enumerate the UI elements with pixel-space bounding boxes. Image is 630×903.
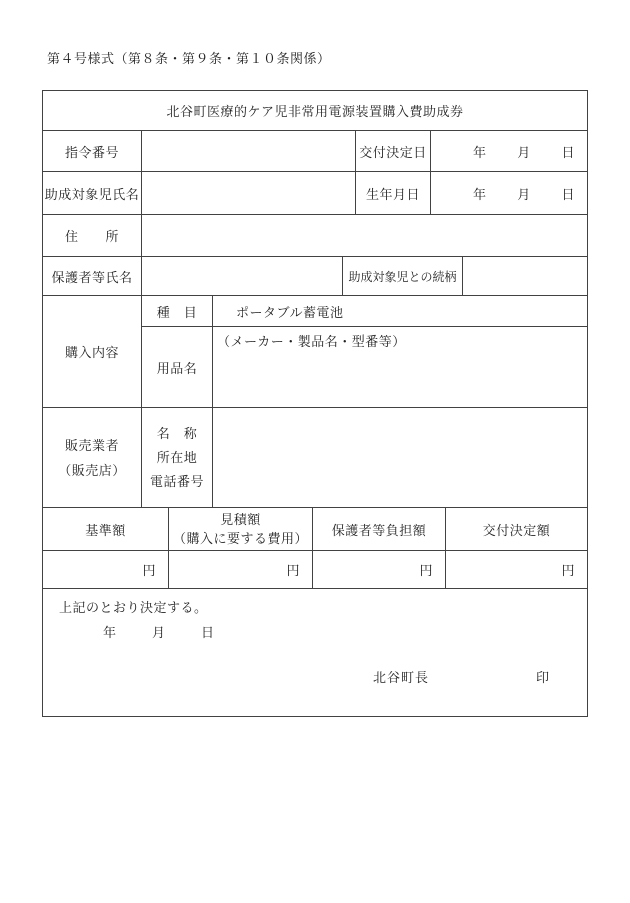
year-label: 年: [103, 625, 117, 640]
amounts-value-row: [43, 551, 587, 589]
day-label: 日: [561, 144, 575, 160]
vendor-value: [213, 408, 587, 507]
child-name-label: 助成対象児氏名: [43, 172, 142, 214]
address-value: [142, 215, 587, 256]
estimate-amount-value: 円: [169, 551, 313, 588]
form-number-note: 第４号様式（第８条・第９条・第１０条関係）: [47, 51, 331, 66]
vendor-sub-labels: [142, 408, 213, 507]
vendor-label-line2: （販売店）: [58, 462, 126, 478]
guardian-burden-label: 保護者等負担額: [313, 508, 446, 550]
item-type-value: ポータブル蓄電池: [236, 304, 344, 320]
mayor-signature-label: 北谷町長: [373, 670, 430, 685]
month-label: 月: [517, 144, 531, 160]
title-row: [43, 91, 587, 131]
vendor-block: [43, 408, 587, 508]
month-label: 月: [517, 186, 531, 202]
directive-number-label: 指令番号: [43, 131, 142, 171]
estimate-amount-label-line1: 見積額: [220, 512, 261, 527]
standard-amount-value: 円: [43, 551, 169, 588]
child-name-row: [43, 172, 587, 215]
guardian-row: [43, 257, 587, 296]
seal-mark: 印: [536, 670, 550, 685]
product-name-label: 用品名: [142, 327, 213, 408]
vendor-label-line1: 販売業者: [64, 437, 119, 453]
decision-statement: 上記のとおり決定する。: [59, 600, 208, 615]
item-type-label: 種 目: [142, 296, 213, 326]
directive-number-row: [43, 131, 587, 172]
birth-date-label: 生年月日: [356, 172, 431, 214]
birth-date-value: [431, 172, 587, 214]
subsidy-voucher-table: [42, 90, 588, 717]
amounts-header-row: [43, 508, 587, 551]
address-row: [43, 215, 587, 257]
directive-number-value: [142, 131, 356, 171]
grant-amount-label: 交付決定額: [482, 522, 551, 538]
purchase-detail: [142, 296, 587, 407]
decision-date: [103, 622, 214, 641]
standard-amount-label: 基準額: [43, 508, 169, 550]
decision-block: [43, 589, 587, 716]
product-name-row: [142, 327, 587, 408]
day-label: 日: [561, 186, 575, 202]
address-label: 住 所: [43, 215, 142, 256]
child-name-value: [142, 172, 356, 214]
year-label: 年: [473, 186, 487, 202]
product-name-note: （メーカー・製品名・型番等）: [217, 334, 406, 349]
form-title: 北谷町医療的ケア児非常用電源装置購入費助成券: [166, 104, 464, 119]
month-label: 月: [152, 625, 166, 640]
vendor-address-label: 所在地: [156, 449, 198, 465]
estimate-amount-label: [169, 508, 313, 550]
guardian-name-label: 保護者等氏名: [43, 257, 142, 295]
year-label: 年: [473, 144, 487, 160]
guardian-burden-value: 円: [313, 551, 446, 588]
purchase-block: [43, 296, 587, 408]
purchase-label: 購入内容: [43, 296, 142, 407]
vendor-name-label: 名 称: [156, 425, 198, 441]
day-label: 日: [201, 625, 215, 640]
grant-date-label: 交付決定日: [356, 131, 431, 171]
vendor-phone-label: 電話番号: [149, 473, 204, 489]
grant-amount-value: 円: [561, 563, 575, 578]
grant-date-value: [431, 131, 587, 171]
vendor-label: [43, 408, 142, 507]
relationship-value: [463, 257, 587, 295]
item-type-row: [142, 296, 587, 327]
relationship-label: 助成対象児との続柄: [343, 257, 463, 295]
guardian-name-value: [142, 257, 343, 295]
estimate-amount-label-line2: （購入に要する費用）: [172, 531, 308, 546]
